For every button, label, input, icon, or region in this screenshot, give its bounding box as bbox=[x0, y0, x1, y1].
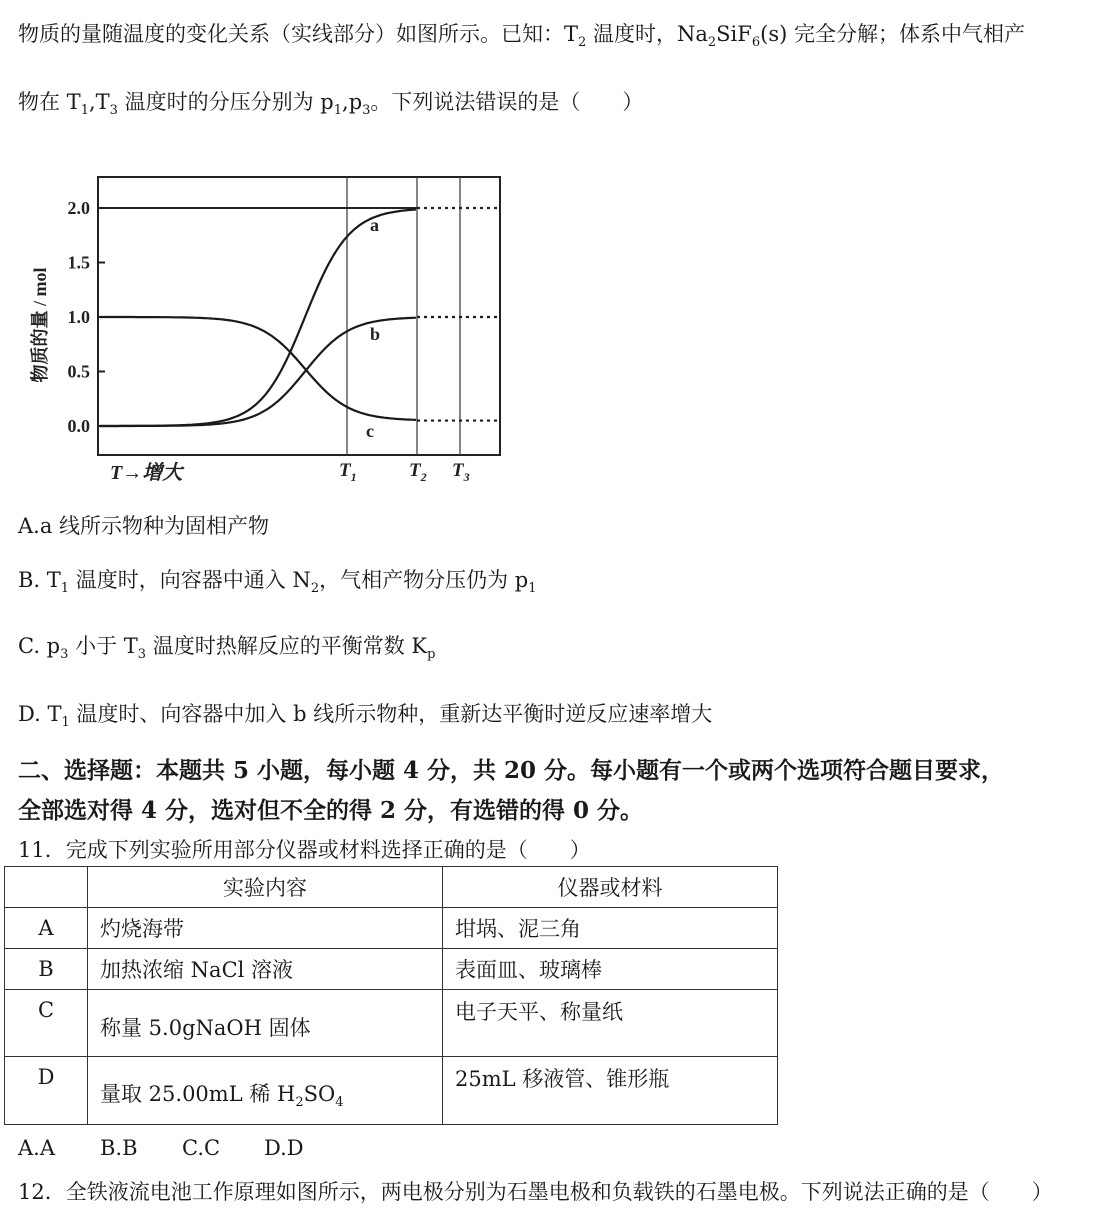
intro-line-2 bbox=[18, 86, 643, 118]
intro-text: 温度时， bbox=[586, 22, 677, 46]
intro-text: 温度时的分压分别为 p bbox=[117, 90, 334, 114]
subscript: 1 bbox=[60, 581, 70, 597]
table-header: 仪器或材料 bbox=[443, 867, 778, 908]
y-tick-label: 1.0 bbox=[67, 307, 90, 327]
subscript: 2 bbox=[707, 35, 717, 51]
table-row bbox=[5, 908, 778, 949]
subscript: 1 bbox=[528, 581, 537, 597]
intro-text: SiF bbox=[716, 22, 752, 46]
table-row bbox=[5, 949, 778, 990]
intro-text: 物质的量随温度的变化关系（实线部分）如图所示。已知： bbox=[18, 22, 564, 46]
temperature-marker-label: $T_1$ bbox=[339, 460, 357, 484]
q11-table bbox=[4, 866, 778, 1125]
table-header: 实验内容 bbox=[88, 867, 443, 908]
subscript: 2 bbox=[310, 581, 320, 597]
table-header bbox=[5, 867, 88, 908]
series-label-a: a bbox=[370, 215, 379, 235]
row-key: B bbox=[5, 949, 88, 990]
question-11-stem: 11．完成下列实验所用部分仪器或材料选择正确的是（ ） bbox=[18, 838, 591, 862]
subscript: 4 bbox=[335, 1095, 344, 1111]
option-text: 小于 T bbox=[68, 634, 138, 658]
row-content: 灼烧海带 bbox=[88, 908, 443, 949]
row-key: D bbox=[5, 1057, 88, 1125]
intro-text: 。下列说法错误的是（ ） bbox=[370, 90, 644, 114]
option-B[interactable]: B.B bbox=[100, 1136, 138, 1160]
subscript: 3 bbox=[109, 103, 118, 119]
table-row bbox=[5, 1057, 778, 1125]
row-material: 表面皿、玻璃棒 bbox=[443, 949, 778, 990]
mole-temperature-chart bbox=[20, 165, 520, 495]
section-heading: 二、选择题：本题共 5 小题，每小题 4 分，共 20 分。每小题有一个或两个选项符合题目要求， bbox=[18, 757, 1005, 784]
section-heading: 全部选对得 4 分，选对但不全的得 2 分，有选错的得 0 分。 bbox=[18, 797, 644, 824]
intro-text: T bbox=[564, 22, 579, 46]
y-tick-label: 1.5 bbox=[67, 252, 90, 273]
question-12-stem: 12．全铁液流电池工作原理如图所示，两电极分别为石墨电极和负载铁的石墨电极。下列说法正确的是（ ） bbox=[18, 1180, 1053, 1204]
option-D[interactable]: D.D bbox=[264, 1136, 304, 1160]
intro-text: ,T bbox=[88, 90, 110, 114]
table-row bbox=[5, 990, 778, 1057]
y-tick-label: 0.0 bbox=[67, 416, 90, 436]
subscript: 3 bbox=[362, 103, 371, 119]
row-material: 坩埚、泥三角 bbox=[443, 908, 778, 949]
option-A[interactable]: A.A bbox=[18, 1136, 56, 1160]
temperature-marker-label: $T_3$ bbox=[452, 460, 470, 484]
intro-text: Na bbox=[676, 22, 708, 46]
subscript: 3 bbox=[137, 647, 147, 663]
series-label-c: c bbox=[366, 421, 374, 441]
y-axis-label: 物质的量 / mol bbox=[30, 267, 50, 383]
option-10-C[interactable] bbox=[18, 630, 435, 662]
subscript: p bbox=[427, 647, 436, 663]
option-10-A[interactable] bbox=[18, 510, 269, 540]
content-text: SO bbox=[303, 1082, 336, 1107]
intro-text: ,p bbox=[342, 90, 363, 114]
option-text: D. T bbox=[18, 702, 62, 726]
option-C[interactable]: C.C bbox=[182, 1136, 221, 1160]
row-material: 25mL 移液管、锥形瓶 bbox=[443, 1057, 778, 1125]
subscript: 2 bbox=[578, 35, 587, 51]
table-header-row bbox=[5, 867, 778, 908]
option-text: C. p bbox=[18, 634, 61, 658]
intro-line-1 bbox=[18, 18, 1025, 50]
row-content bbox=[88, 1057, 443, 1125]
option-text: B. T bbox=[18, 568, 61, 592]
row-content: 称量 5.0gNaOH 固体 bbox=[88, 990, 443, 1057]
row-key: C bbox=[5, 990, 88, 1057]
x-axis-label: T→增大 bbox=[110, 462, 183, 484]
series-line-c bbox=[100, 317, 416, 420]
subscript: 1 bbox=[80, 103, 89, 119]
option-10-D[interactable] bbox=[18, 698, 712, 730]
row-content: 加热浓缩 NaCl 溶液 bbox=[88, 949, 443, 990]
subscript: 6 bbox=[751, 35, 761, 51]
option-text: 温度时热解反应的平衡常数 K bbox=[146, 634, 428, 658]
intro-text: 物在 T bbox=[18, 90, 81, 114]
series-line-b bbox=[100, 318, 416, 426]
content-text: 量取 25.00mL 稀 H bbox=[100, 1082, 296, 1107]
option-text: 温度时，向容器中通入 N bbox=[69, 568, 311, 592]
series-label-b: b bbox=[370, 324, 381, 344]
subscript: 2 bbox=[295, 1095, 304, 1111]
intro-text: (s) 完全分解；体系中气相产 bbox=[760, 22, 1025, 46]
q11-options bbox=[18, 1136, 346, 1160]
temperature-marker-label: $T_2$ bbox=[409, 460, 427, 484]
option-text: ，气相产物分压仍为 p bbox=[319, 568, 529, 592]
option-text: A.a 线所示物种为固相产物 bbox=[18, 514, 270, 538]
y-tick-label: 0.5 bbox=[67, 361, 90, 382]
row-key: A bbox=[5, 908, 88, 949]
subscript: 1 bbox=[61, 715, 70, 731]
row-material: 电子天平、称量纸 bbox=[443, 990, 778, 1057]
option-text: 温度时、向容器中加入 b 线所示物种，重新达平衡时逆反应速率增大 bbox=[69, 702, 713, 726]
y-tick-label: 2.0 bbox=[67, 198, 90, 218]
subscript: 1 bbox=[333, 103, 343, 119]
option-10-B[interactable] bbox=[18, 564, 537, 596]
subscript: 3 bbox=[60, 647, 69, 663]
